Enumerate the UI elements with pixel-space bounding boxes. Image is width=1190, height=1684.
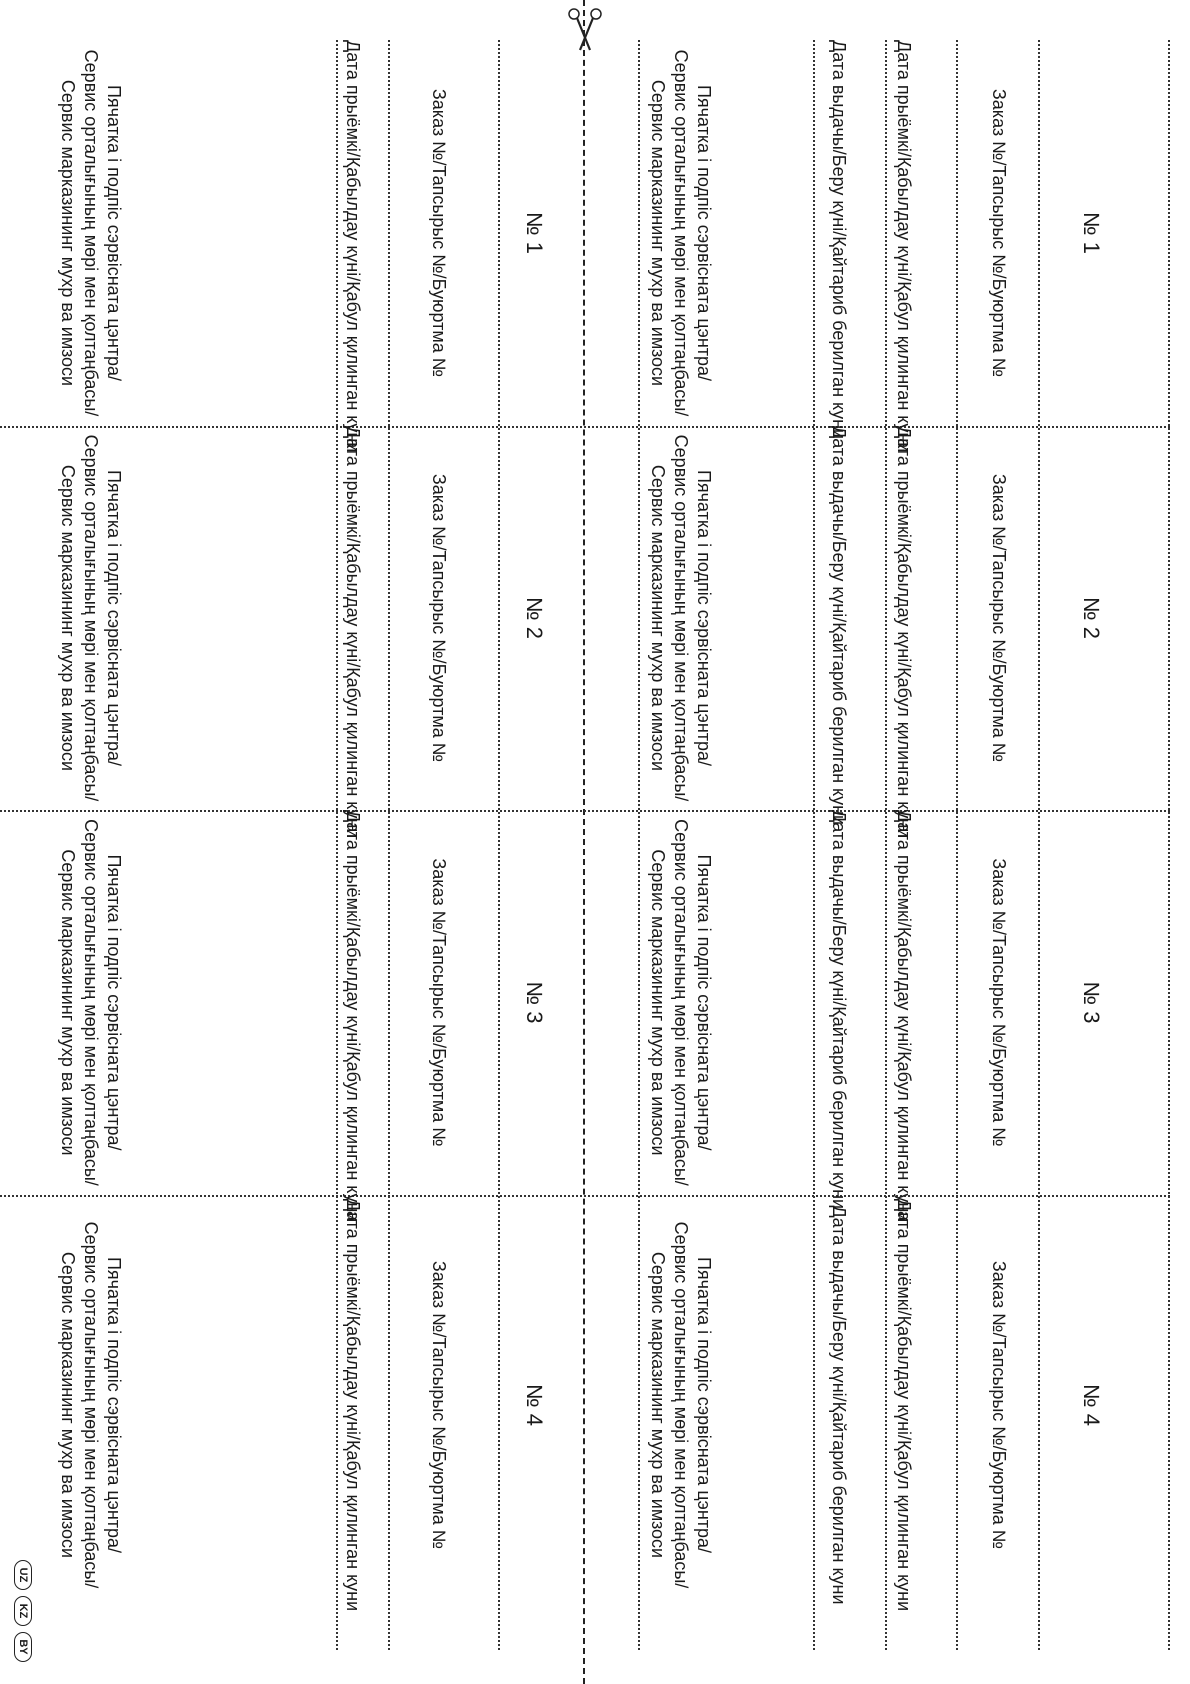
stamp-signature-label: Пячатка і подпіс сэрвісната цэнтра/ Сервис орталығының мөрі мен қолтаңбасы/ Сервис марказининг мухр ва имзоси: [648, 434, 714, 802]
order-number-field: Заказ №/Тапсырыс №/Буюртма №: [989, 1260, 1009, 1550]
country-badge-kz: KZ: [14, 1596, 32, 1626]
stub-order-field: Заказ №/Тапсырыс №/Буюртма №: [429, 473, 449, 763]
stamp-signature-label: Пячатка і подпіс сэрвісната цэнтра/ Сервис орталығының мөрі мен қолтаңбасы/ Сервис марказининг мухр ва имзоси: [648, 819, 714, 1186]
stub-stamp-label: Пячатка і подпіс сэрвісната цэнтра/ Сервис орталығының мөрі мен қолтаңбасы/ Сервис марказининг мухр ва имзоси: [58, 434, 124, 802]
stamp-signature-label: Пячатка і подпіс сэрвісната цэнтра/ Сервис орталығының мөрі мен қолтаңбасы/ Сервис марказининг мухр ва имзоси: [648, 1221, 714, 1589]
coupon-number: № 4: [1079, 1384, 1104, 1426]
country-badge-uz: UZ: [14, 1560, 32, 1590]
stub-received-field: Дата прыёмкі/Қабылдау күні/Қабул қилинган куни: [343, 810, 363, 1223]
coupon-3: [0, 810, 1170, 1223]
coupon-number: № 3: [1079, 981, 1104, 1024]
stub-number: № 3: [522, 981, 547, 1024]
stamp-signature-label: Пячатка і подпіс сэрвісната цэнтра/ Сервис орталығының мөрі мен қолтаңбасы/ Сервис марказининг мухр ва имзоси: [648, 49, 714, 417]
order-number-field: Заказ №/Тапсырыс №/Буюртма №: [989, 88, 1009, 378]
stub-order-field: Заказ №/Тапсырыс №/Буюртма №: [429, 1260, 449, 1550]
stub-stamp-label: Пячатка і подпіс сэрвісната цэнтра/ Сервис орталығының мөрі мен қолтаңбасы/ Сервис марказининг мухр ва имзоси: [58, 49, 124, 417]
order-number-field: Заказ №/Тапсырыс №/Буюртма №: [989, 473, 1009, 763]
coupon-number: № 2: [1079, 597, 1104, 639]
coupon-1: [0, 40, 1170, 453]
stub-number: № 2: [522, 597, 547, 639]
coupon-4: [0, 1195, 1170, 1650]
stub-received-field: Дата прыёмкі/Қабылдау күні/Қабул қилинган куни: [343, 1198, 363, 1612]
issued-date-field: Дата выдачы/Беру күні/Қайтариб берилган куни: [829, 1205, 849, 1605]
issued-date-field: Дата выдачы/Беру күні/Қайтариб берилган куни: [829, 426, 849, 826]
stub-order-field: Заказ №/Тапсырыс №/Буюртма №: [429, 858, 449, 1147]
received-date-field: Дата прыёмкі/Қабылдау күні/Қабул қилинган куни: [894, 810, 914, 1223]
stub-number: № 1: [522, 212, 547, 254]
stub-order-field: Заказ №/Тапсырыс №/Буюртма №: [429, 88, 449, 378]
issued-date-field: Дата выдачы/Беру күні/Қайтариб берилган куни: [829, 810, 849, 1210]
issued-date-field: Дата выдачы/Беру күні/Қайтариб берилган куни: [829, 40, 849, 440]
received-date-field: Дата прыёмкі/Қабылдау күні/Қабул қилинган куни: [894, 1198, 914, 1612]
coupon-number: № 1: [1079, 212, 1104, 254]
coupon-2: [0, 426, 1170, 839]
country-badge-by: BY: [14, 1632, 32, 1662]
received-date-field: Дата прыёмкі/Қабылдау күні/Қабул қилинган куни: [894, 40, 914, 453]
stub-number: № 4: [522, 1384, 547, 1426]
stub-received-field: Дата прыёмкі/Қабылдау күні/Қабул қилинган куни: [343, 40, 363, 453]
received-date-field: Дата прыёмкі/Қабылдау күні/Қабул қилинган куни: [894, 426, 914, 839]
stub-stamp-label: Пячатка і подпіс сэрвісната цэнтра/ Сервис орталығының мөрі мен қолтаңбасы/ Сервис марказининг мухр ва имзоси: [58, 819, 124, 1186]
stub-received-field: Дата прыёмкі/Қабылдау күні/Қабул қилинган куни: [343, 426, 363, 839]
stub-stamp-label: Пячатка і подпіс сэрвісната цэнтра/ Сервис орталығының мөрі мен қолтаңбасы/ Сервис марказининг мухр ва имзоси: [58, 1221, 124, 1589]
scissors-icon: [560, 4, 610, 54]
order-number-field: Заказ №/Тапсырыс №/Буюртма №: [989, 858, 1009, 1147]
